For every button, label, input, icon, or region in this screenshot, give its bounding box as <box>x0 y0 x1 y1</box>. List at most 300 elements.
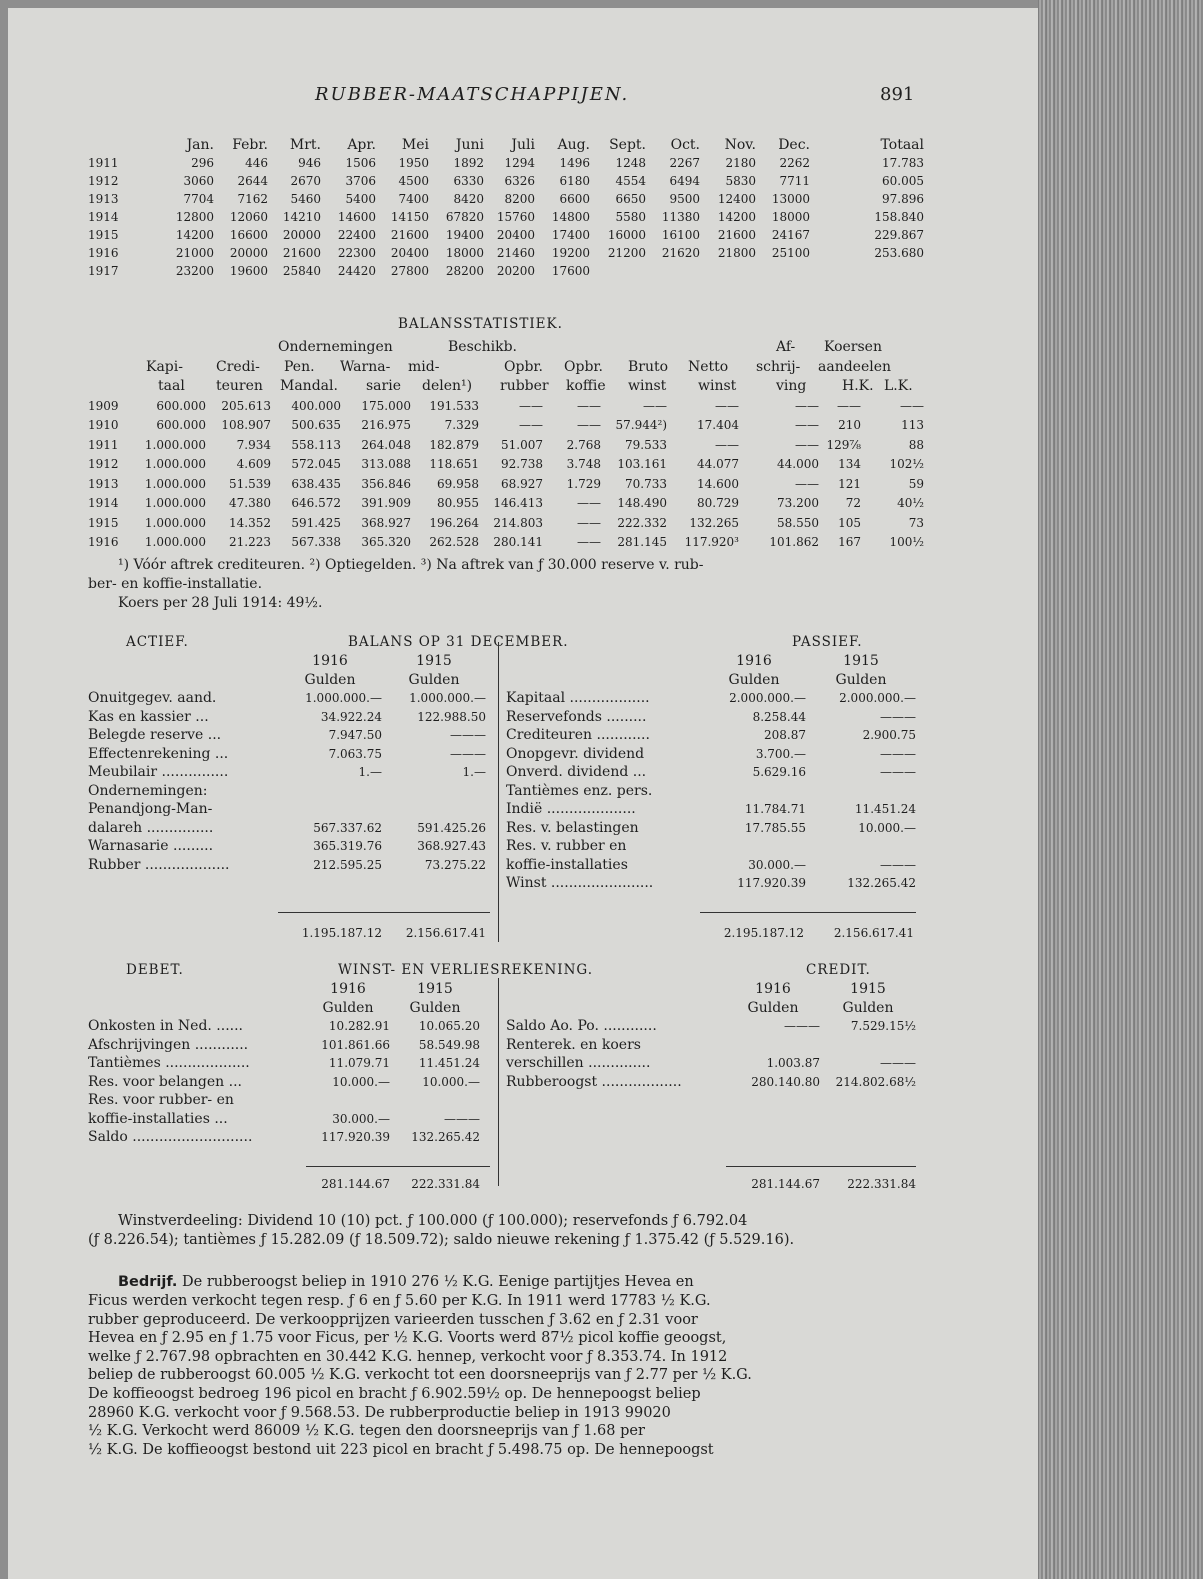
table-cell: 58.550 <box>777 515 819 530</box>
page-edges <box>1038 0 1203 1579</box>
table-cell: 11380 <box>661 210 700 224</box>
account-value: ——— <box>784 1019 820 1033</box>
account-label: Saldo Ao. Po. ............ <box>506 1018 657 1034</box>
table-cell: 102½ <box>889 457 924 471</box>
account-label: Warnasarie ......... <box>88 838 214 854</box>
table-cell: 2.768 <box>566 437 601 452</box>
column-header: Ondernemingen <box>278 339 393 355</box>
account-value: 567.337.62 <box>313 820 382 835</box>
table-cell: —— <box>519 398 543 413</box>
column-header: Febr. <box>232 137 268 153</box>
account-value: 1.000.000.— <box>305 691 382 705</box>
table-cell: 148.490 <box>617 496 667 510</box>
table-cell: —— <box>837 398 861 413</box>
account-value: 591.425.26 <box>417 820 486 835</box>
table-cell: 3.748 <box>566 457 601 471</box>
table-cell: 182.879 <box>429 437 479 452</box>
table-cell: 73 <box>908 515 924 530</box>
table-cell: 18000 <box>445 246 484 260</box>
row-year: 1913 <box>88 476 119 491</box>
account-value: 208.87 <box>764 728 806 742</box>
account-value: 10.000.— <box>858 820 916 835</box>
account-label: Saldo ........................... <box>88 1129 253 1145</box>
table-cell: 5460 <box>290 192 321 206</box>
table-cell: 129⅞ <box>826 437 861 452</box>
table-cell: 1892 <box>453 156 484 170</box>
account-label: Tantièmes ................... <box>88 1055 250 1071</box>
table-cell: 22300 <box>337 246 376 260</box>
table-cell: 356.846 <box>361 476 411 491</box>
table-cell <box>756 262 810 280</box>
table-cell: 47.380 <box>229 496 271 510</box>
account-label: Effectenrekening ... <box>88 745 229 762</box>
table-cell: 15760 <box>496 210 535 224</box>
unit-header: Gulden <box>304 671 356 688</box>
table-cell: 5830 <box>725 174 756 188</box>
table-cell: 6650 <box>615 192 646 206</box>
table-cell: 44.000 <box>777 457 819 471</box>
account-label: Penandjong-Man- <box>88 801 213 817</box>
actief-heading: ACTIEF. <box>126 634 189 650</box>
table-cell: 253.680 <box>874 246 924 260</box>
row-year: 1912 <box>88 174 119 188</box>
table-cell: 4.609 <box>236 457 271 471</box>
account-label: Renterek. en koers <box>506 1036 641 1053</box>
bedrijf-line: Ficus werden verkocht tegen resp. ƒ 6 en ƒ 5.60 per K.G. In 1911 werd 17783 ½ K.G. <box>88 1293 711 1309</box>
table-cell: 446 <box>245 156 268 170</box>
table-cell: 167 <box>838 535 861 549</box>
column-header: Kapi- <box>146 358 183 375</box>
year-header: 1915 <box>417 981 453 997</box>
bedrijf-line: rubber geproduceerd. De verkoopprijzen varieerden tusschen ƒ 3.62 en ƒ 2.31 voor <box>88 1311 698 1328</box>
table-cell: 4554 <box>615 174 646 188</box>
column-header: teuren <box>216 378 263 394</box>
account-value <box>278 782 382 801</box>
account-value: 1.003.87 <box>766 1056 820 1070</box>
table-cell: —— <box>715 437 739 452</box>
column-header: delen¹) <box>422 378 473 394</box>
table-cell: 21600 <box>717 228 756 242</box>
table-cell: 567.338 <box>291 535 341 549</box>
row-year: 1916 <box>88 246 119 260</box>
table-cell: 19600 <box>229 264 268 278</box>
table-cell <box>810 262 924 280</box>
account-value: 1.— <box>462 765 486 779</box>
bedrijf-line: beliep de rubberoogst 60.005 ½ K.G. verkocht tot een doorsneeprijs van ƒ 2.77 per ½ K.G. <box>88 1367 752 1384</box>
table-cell: 7.329 <box>444 418 479 432</box>
table-cell: 20200 <box>496 264 535 278</box>
table-cell: 19200 <box>551 246 590 260</box>
table-cell: —— <box>577 515 601 530</box>
column-header: L.K. <box>884 378 913 394</box>
account-label: Onverd. dividend ... <box>506 764 647 780</box>
table-cell: 68.927 <box>501 476 543 491</box>
table-cell: 222.332 <box>617 515 667 530</box>
table-cell: 17.404 <box>697 418 739 432</box>
account-label: Onopgevr. dividend <box>506 745 645 762</box>
table-cell: 118.651 <box>429 457 479 471</box>
table-cell: 40½ <box>897 496 924 510</box>
spacer <box>506 652 702 671</box>
account-value: 10.065.20 <box>418 1019 480 1033</box>
table-cell: 27800 <box>390 264 429 278</box>
winst-credit-total <box>726 1175 916 1193</box>
account-label: Rubberoogst .................. <box>506 1073 682 1090</box>
table-cell: 205.613 <box>221 398 271 413</box>
table-cell: 25100 <box>771 246 810 260</box>
table-cell: 17600 <box>551 264 590 278</box>
row-year: 1915 <box>88 228 119 242</box>
table-cell: 14.352 <box>229 515 271 530</box>
table-cell: 7.934 <box>236 437 271 452</box>
table-cell: 638.435 <box>291 476 341 491</box>
account-value: 117.920.39 <box>737 876 806 890</box>
year-header: 1916 <box>736 653 772 669</box>
table-cell: 20400 <box>390 246 429 260</box>
table-cell: —— <box>900 398 924 413</box>
table-cell: 214.803 <box>493 515 543 530</box>
account-value: 73.275.22 <box>424 857 486 872</box>
table-cell: 7162 <box>237 192 268 206</box>
account-value <box>306 1091 390 1110</box>
footnote-line1: ¹) Vóór aftrek crediteuren. ²) Optiegelden. ³) Na aftrek van ƒ 30.000 reserve v. rub- <box>118 557 704 573</box>
table-cell: 14150 <box>390 210 429 224</box>
total-value: 2.156.617.41 <box>833 926 914 940</box>
account-value: 3.700.— <box>755 746 806 761</box>
table-cell: 18000 <box>771 210 810 224</box>
account-label: Kapitaal .................. <box>506 690 650 706</box>
account-label: Kas en kassier ... <box>88 708 209 725</box>
table-cell: 103.161 <box>617 457 667 471</box>
table-cell: 8420 <box>453 192 484 206</box>
column-header: Juni <box>455 137 484 153</box>
table-cell: 6330 <box>453 174 484 188</box>
table-cell: 646.572 <box>291 496 341 510</box>
account-label: Indië .................... <box>506 801 636 817</box>
table-cell: 5400 <box>345 192 376 206</box>
winstverdeeling-line1: Winstverdeeling: Dividend 10 (10) pct. ƒ 100.000 (ƒ 100.000); reservefonds ƒ 6.792.04 <box>118 1213 748 1229</box>
year-header: 1915 <box>416 653 452 669</box>
winst-title: WINST- EN VERLIESREKENING. <box>338 962 594 978</box>
table-cell: 16100 <box>661 228 700 242</box>
table-cell: —— <box>795 437 819 452</box>
table-cell: 196.264 <box>429 515 479 530</box>
balans-passief-total <box>700 924 914 942</box>
account-value <box>726 1036 820 1055</box>
koers-note: Koers per 28 Juli 1914: 49½. <box>118 595 323 611</box>
account-value: 368.927.43 <box>417 839 486 853</box>
column-header: Nov. <box>724 137 756 153</box>
account-value: 1.— <box>358 765 382 779</box>
table-cell <box>646 262 700 280</box>
table-cell: 6180 <box>559 174 590 188</box>
table-cell: 296 <box>191 156 214 170</box>
table-cell: 1248 <box>615 156 646 170</box>
account-value: ——— <box>880 1056 916 1070</box>
table-cell: 280.141 <box>493 535 543 549</box>
table-cell: 21620 <box>661 246 700 260</box>
account-value: 122.988.50 <box>417 709 486 724</box>
table-cell: 121 <box>838 476 861 491</box>
column-header: winst <box>698 378 737 394</box>
row-year: 1916 <box>88 535 119 549</box>
account-value: 2.900.75 <box>862 728 916 742</box>
account-value: 11.784.71 <box>744 802 806 816</box>
table-cell: 1.000.000 <box>144 476 206 491</box>
account-value: 8.258.44 <box>752 709 806 724</box>
account-label: Onuitgegev. aand. <box>88 690 217 706</box>
production-table <box>88 136 924 280</box>
total-value: 2.156.617.41 <box>405 926 486 940</box>
table-cell: 21600 <box>390 228 429 242</box>
table-cell: 6494 <box>669 174 700 188</box>
account-label: Tantièmes enz. pers. <box>506 782 653 799</box>
bedrijf-line: ½ K.G. De koffieoogst bestond uit 223 picol en bracht ƒ 5.498.75 op. De hennepoogst <box>88 1441 714 1458</box>
bedrijf-line: De koffieoogst bedroeg 196 picol en bracht ƒ 6.902.59½ op. De hennepoogst beliep <box>88 1386 701 1402</box>
balans-divider <box>498 642 499 942</box>
table-cell: 2180 <box>725 156 756 170</box>
unit-header: Gulden <box>409 999 461 1016</box>
bedrijf-line: 28960 K.G. verkocht voor ƒ 9.568.53. De rubberproductie beliep in 1913 99020 <box>88 1404 671 1421</box>
column-header: Apr. <box>347 137 376 153</box>
table-cell: 17400 <box>551 228 590 242</box>
table-cell: 14210 <box>282 210 321 224</box>
header-row-3 <box>88 377 924 397</box>
spacer <box>88 980 306 999</box>
balans-left-rule <box>278 912 490 913</box>
account-label: Res. voor rubber- en <box>88 1092 234 1108</box>
account-label: Reservefonds ......... <box>506 708 647 725</box>
account-value <box>806 837 916 856</box>
table-cell: 59 <box>908 476 924 491</box>
table-cell: 572.045 <box>291 457 341 471</box>
table-cell: 113 <box>901 418 924 432</box>
column-header: Koersen <box>824 339 882 355</box>
debet-heading: DEBET. <box>126 962 184 978</box>
account-value: ——— <box>880 709 916 724</box>
table-cell: 1496 <box>559 156 590 170</box>
column-header: schrij- <box>756 358 801 375</box>
account-value: ——— <box>880 765 916 779</box>
table-cell: 16600 <box>229 228 268 242</box>
account-value: 101.861.66 <box>321 1037 390 1052</box>
column-header: Mei <box>401 137 429 153</box>
table-cell: 24167 <box>771 228 810 242</box>
table-cell: 6600 <box>559 192 590 206</box>
table-cell: 946 <box>298 156 321 170</box>
account-value: 34.922.24 <box>320 709 382 724</box>
table-cell: 19400 <box>445 228 484 242</box>
table-cell: 558.113 <box>291 437 341 452</box>
table-cell: 23200 <box>175 264 214 278</box>
table-cell: 2670 <box>290 174 321 188</box>
table-cell: 21.223 <box>229 535 271 549</box>
winst-credit <box>506 980 916 1091</box>
account-value: 214.802.68½ <box>835 1074 916 1089</box>
column-header: Mandal. <box>280 378 338 394</box>
unit-header: Gulden <box>322 999 374 1016</box>
column-header: Aug. <box>557 137 590 153</box>
table-cell: 73.200 <box>777 496 819 510</box>
table-cell: 21460 <box>496 246 535 260</box>
table-cell: 117.920³ <box>684 535 739 549</box>
account-value: 2.000.000.— <box>729 691 806 705</box>
table-cell: 591.425 <box>291 515 341 530</box>
table-cell: 67820 <box>445 210 484 224</box>
account-value: 17.785.55 <box>744 820 806 835</box>
winst-divider <box>498 978 499 1186</box>
table-cell: 1.000.000 <box>144 457 206 471</box>
table-cell: 108.907 <box>221 418 271 432</box>
table-cell: 97.896 <box>882 192 924 206</box>
column-header: rubber <box>500 378 549 394</box>
table-cell: 2644 <box>237 174 268 188</box>
table-cell: 1294 <box>504 156 535 170</box>
table-cell: 229.867 <box>874 228 924 242</box>
column-header: Warna- <box>340 358 391 375</box>
table-cell: 1506 <box>345 156 376 170</box>
table-cell <box>590 262 646 280</box>
table-cell: 16000 <box>607 228 646 242</box>
unit-header: Gulden <box>835 671 887 688</box>
balansstatistiek-table <box>88 338 924 553</box>
account-value: 10.000.— <box>422 1074 480 1089</box>
winst-right-rule <box>726 1166 916 1167</box>
running-title: RUBBER-MAATSCHAPPIJEN. <box>315 84 630 105</box>
total-value: 222.331.84 <box>411 1177 480 1191</box>
account-value: 365.319.76 <box>313 839 382 853</box>
winst-debet-total <box>306 1175 486 1193</box>
account-value: ——— <box>880 857 916 872</box>
table-cell: —— <box>519 418 543 432</box>
table-cell: 3060 <box>183 174 214 188</box>
table-cell: 100½ <box>889 535 924 549</box>
table-cell: 25840 <box>282 264 321 278</box>
account-value: 11.079.71 <box>328 1056 390 1070</box>
row-year: 1910 <box>88 418 119 432</box>
account-value <box>702 837 806 856</box>
table-cell: 210 <box>838 418 861 432</box>
account-value: 132.265.42 <box>411 1130 480 1144</box>
bedrijf-line-1 <box>118 1273 694 1292</box>
table-cell: 134 <box>838 457 861 471</box>
account-label: koffie-installaties <box>506 856 628 873</box>
footnote-line2: ber- en koffie-installatie. <box>88 576 263 592</box>
column-header: Opbr. <box>504 358 544 375</box>
account-value: 280.140.80 <box>751 1074 820 1089</box>
column-header: Totaal <box>880 137 924 153</box>
account-value <box>278 800 382 819</box>
table-cell: 600.000 <box>156 398 206 413</box>
table-cell: —— <box>795 398 819 413</box>
account-value: ——— <box>444 1111 480 1126</box>
table-cell: 132.265 <box>689 515 739 530</box>
table-cell: 4500 <box>398 174 429 188</box>
year-header: 1915 <box>843 653 879 669</box>
account-value: 10.282.91 <box>328 1019 390 1033</box>
account-label: Res. v. rubber en <box>506 838 627 854</box>
table-cell: 72 <box>845 496 861 510</box>
table-cell: 262.528 <box>429 535 479 549</box>
table-cell: 7704 <box>183 192 214 206</box>
table-cell: 1.000.000 <box>144 535 206 549</box>
account-label: Belegde reserve ... <box>88 727 222 743</box>
total-value: 2.195.187.12 <box>723 926 804 940</box>
bedrijf-line: ½ K.G. Verkocht werd 86009 ½ K.G. tegen den doorsneeprijs van ƒ 1.68 per <box>88 1423 645 1440</box>
column-header <box>88 136 146 154</box>
column-header: ving <box>776 378 807 394</box>
account-value: 30.000.— <box>748 857 806 872</box>
account-value: 2.000.000.— <box>839 691 916 705</box>
table-cell: —— <box>577 398 601 413</box>
table-cell: 1.000.000 <box>144 496 206 510</box>
account-value: 1.000.000.— <box>409 691 486 705</box>
row-year: 1912 <box>88 457 119 471</box>
account-label: Onkosten in Ned. ...... <box>88 1018 244 1034</box>
account-value: 11.451.24 <box>418 1056 480 1070</box>
table-cell: 9500 <box>669 192 700 206</box>
table-cell: 175.000 <box>361 398 411 413</box>
spacer <box>88 999 306 1018</box>
column-header: Af- <box>776 339 796 355</box>
table-cell: 391.909 <box>361 496 411 510</box>
spacer <box>88 671 278 690</box>
winst-debet <box>88 980 488 1147</box>
table-cell: 79.533 <box>625 437 667 452</box>
row-year: 1917 <box>88 264 119 278</box>
account-value: 11.451.24 <box>854 802 916 816</box>
table-cell: 7711 <box>779 174 810 188</box>
table-cell: 21200 <box>607 246 646 260</box>
winstverdeeling-line2: (ƒ 8.226.54); tantièmes ƒ 15.282.09 (ƒ 18.509.72); saldo nieuwe rekening ƒ 1.375.42 (ƒ 5.529.16). <box>88 1232 795 1248</box>
table-cell: 80.729 <box>697 496 739 510</box>
table-cell: 281.145 <box>617 535 667 549</box>
table-cell: 14200 <box>175 228 214 242</box>
table-cell: 21600 <box>282 246 321 260</box>
table-cell: 24420 <box>337 264 376 278</box>
table-cell: 14200 <box>717 210 756 224</box>
year-header: 1915 <box>850 981 886 997</box>
page-number: 891 <box>880 84 915 105</box>
balansstatistiek-title: BALANSSTATISTIEK. <box>398 316 563 332</box>
balans-right-rule <box>700 912 916 913</box>
column-header: Juli <box>511 137 535 153</box>
column-header: aandeelen <box>818 358 892 375</box>
bedrijf-line: welke ƒ 2.767.98 opbrachten en 30.442 K.G. hennep, verkocht voor ƒ 8.353.74. In 1912 <box>88 1348 728 1365</box>
account-value: 5.629.16 <box>752 765 806 779</box>
row-year: 1913 <box>88 192 119 206</box>
table-cell: 1.000.000 <box>144 437 206 452</box>
table-cell: 5580 <box>615 210 646 224</box>
table-cell: —— <box>715 398 739 413</box>
column-header: winst <box>628 378 667 394</box>
row-year: 1914 <box>88 210 119 224</box>
bedrijf-line: Hevea en ƒ 2.95 en ƒ 1.75 voor Ficus, per ½ K.G. Voorts werd 87½ picol koffie geoogst, <box>88 1330 727 1347</box>
account-value: 212.595.25 <box>313 857 382 872</box>
account-value: 30.000.— <box>332 1111 390 1126</box>
header-row-2 <box>88 358 924 378</box>
column-header: Netto <box>688 358 729 375</box>
table-cell: 17.783 <box>882 156 924 170</box>
account-value: ——— <box>880 746 916 761</box>
table-cell: 2267 <box>669 156 700 170</box>
table-cell: 14.600 <box>697 476 739 491</box>
table-cell: 105 <box>838 515 861 530</box>
table-cell: 57.944²) <box>615 418 667 432</box>
table-cell: 400.000 <box>291 398 341 413</box>
table-cell: 365.320 <box>361 535 411 549</box>
account-value <box>820 1036 916 1055</box>
